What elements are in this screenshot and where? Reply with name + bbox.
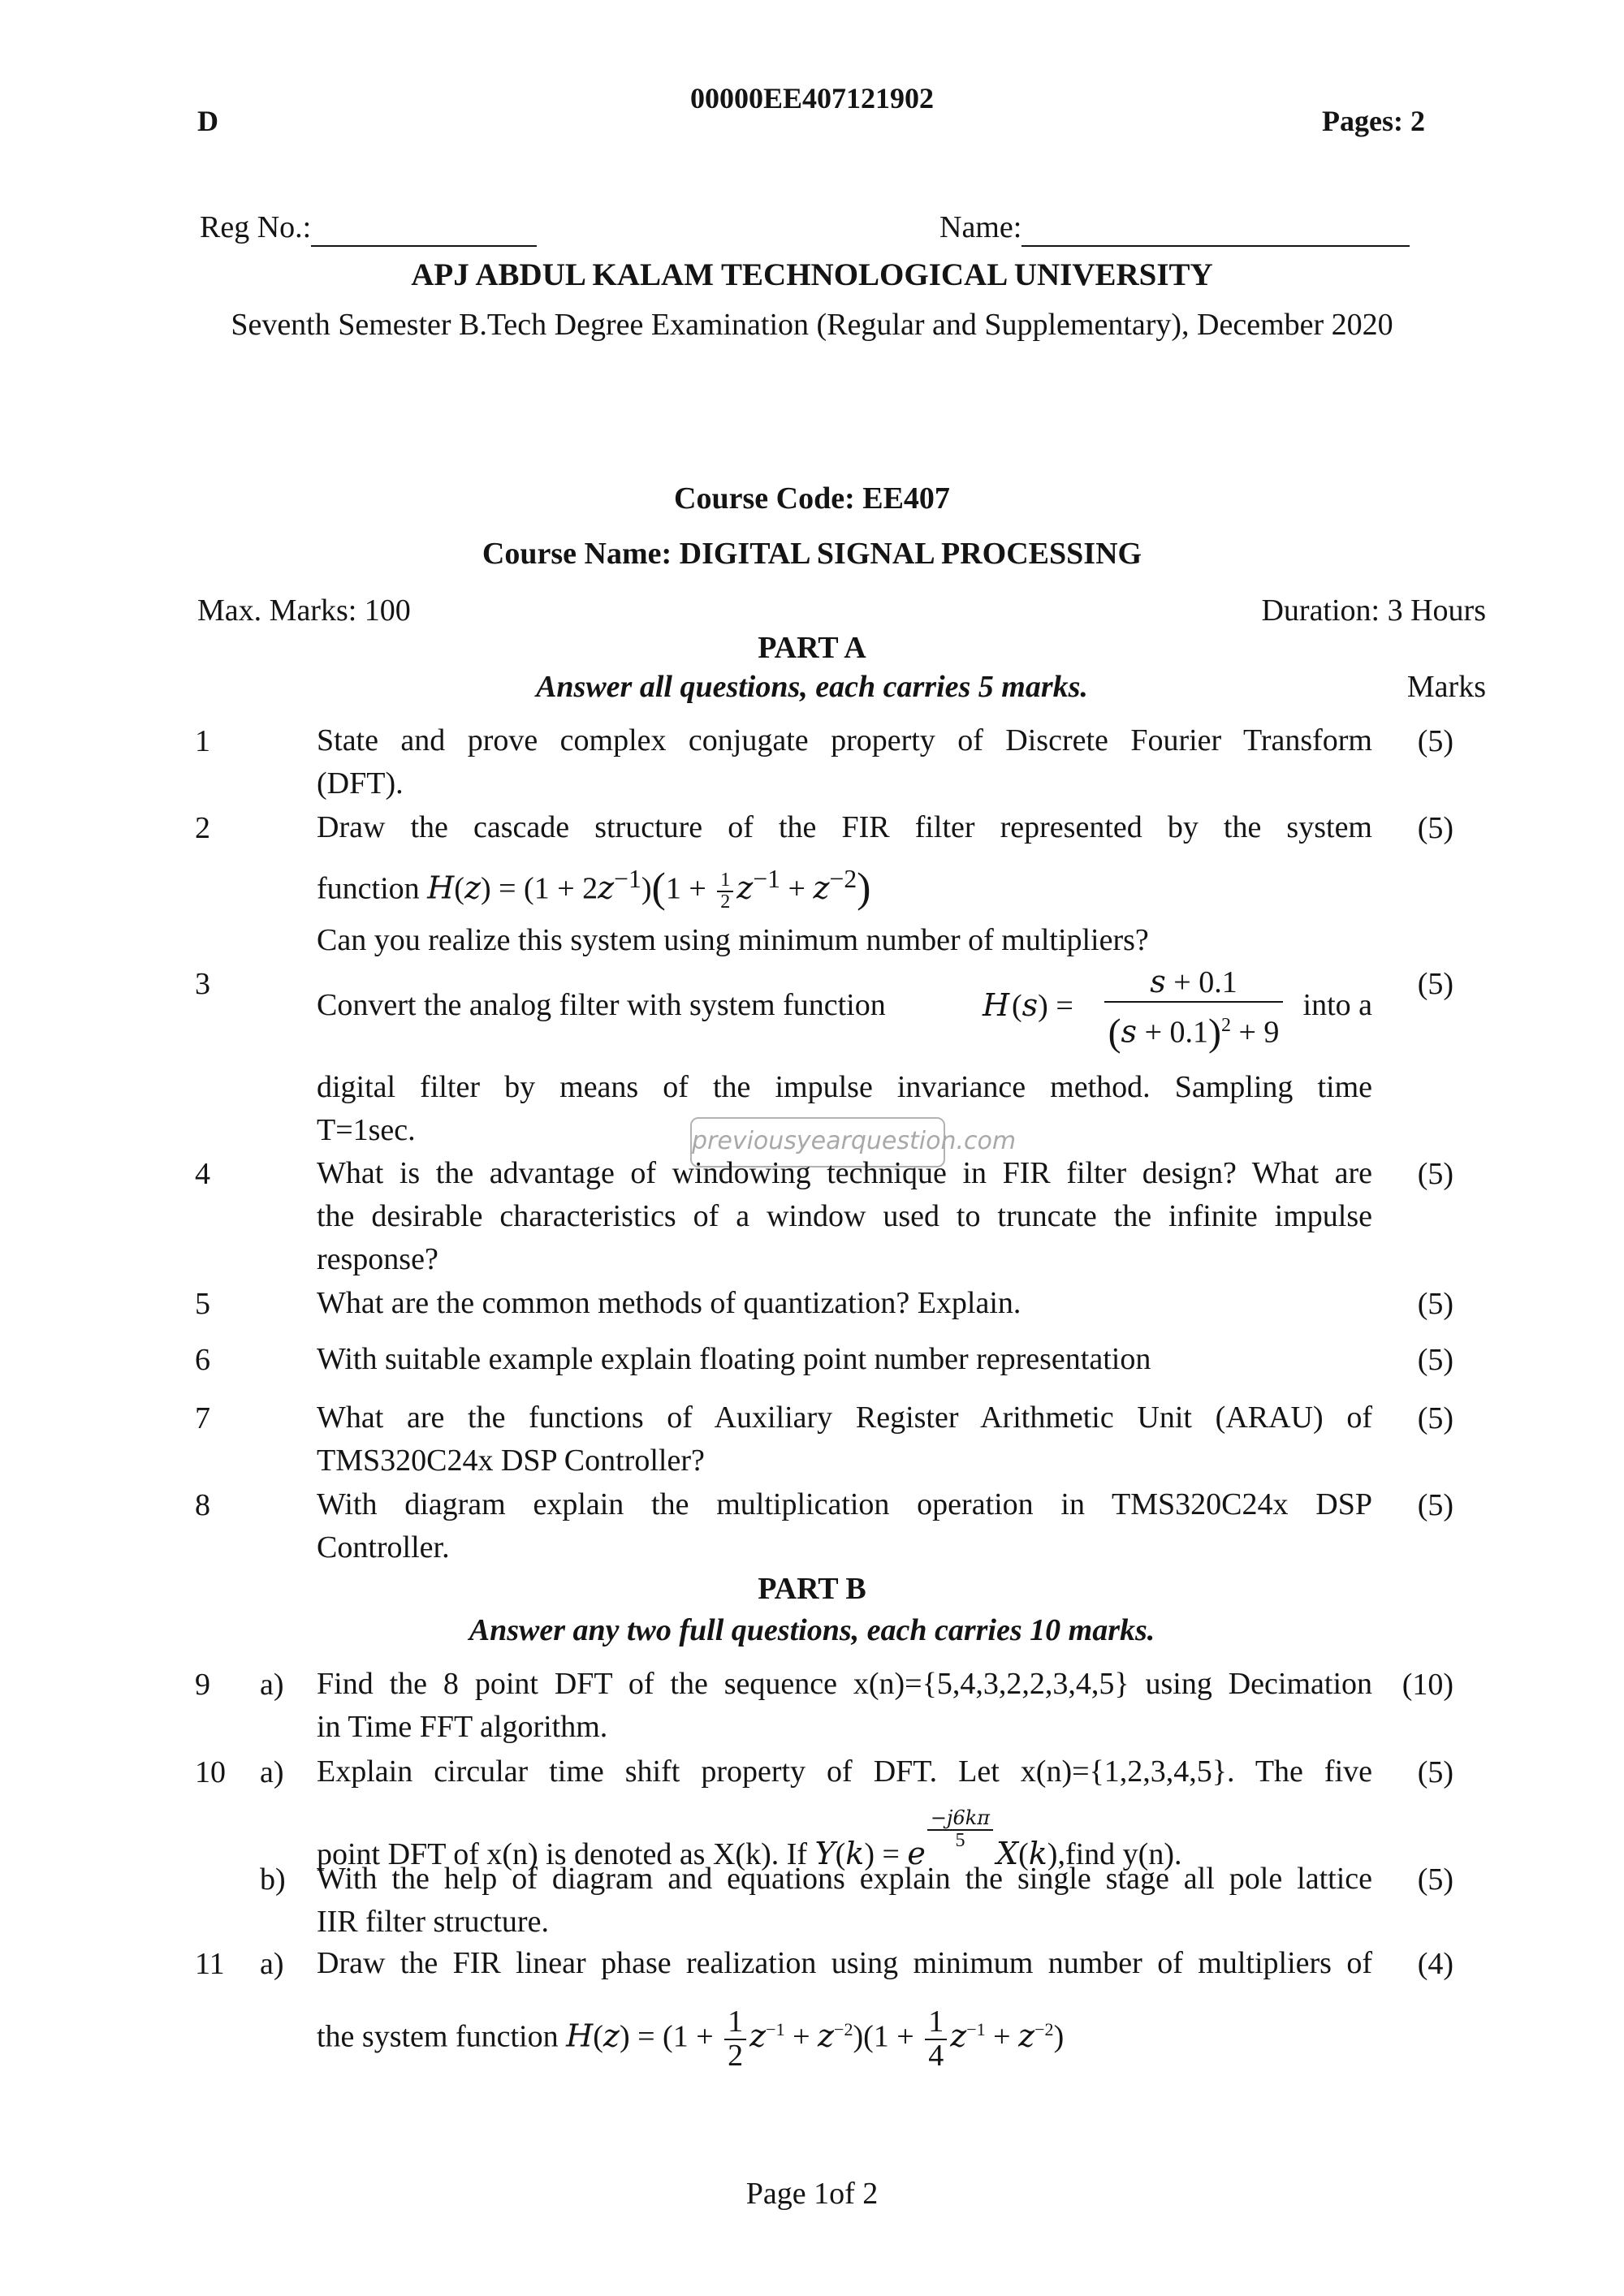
- question-number: 1: [195, 724, 210, 758]
- sub-question-label: a): [260, 1947, 284, 1981]
- question-marks: (5): [1417, 1343, 1453, 1377]
- question-marks: (5): [1417, 1401, 1453, 1435]
- sub-question-label: a): [260, 1668, 284, 1702]
- course-name-label: Course Name:: [482, 537, 672, 571]
- question-marks: (5): [1417, 811, 1453, 845]
- fir-transfer-function: H: [566, 2018, 594, 2054]
- question-8-text: With diagram explain the multiplication operation in TMS320C24x DSP Controller.: [317, 1487, 1372, 1564]
- question-number: 3: [195, 967, 210, 1001]
- question-7-text: What are the functions of Auxiliary Register Arithmetic Unit (ARAU) of TMS320C24x DSP Controller?: [317, 1400, 1372, 1478]
- exam-title: Seventh Semester B.Tech Degree Examination (Regular and Supplementary), December 2020: [231, 308, 1393, 342]
- max-marks: Max. Marks: 100: [197, 593, 411, 628]
- question-number: 9: [195, 1668, 210, 1702]
- question-9a-text: Find the 8 point DFT of the sequence x(n)={5,4,3,2,2,3,4,5} using Decimation in Time FFT algorithm.: [317, 1667, 1372, 1744]
- part-b-instruction: Answer any two full questions, each carries 10 marks.: [469, 1613, 1155, 1647]
- university-name: APJ ABDUL KALAM TECHNOLOGICAL UNIVERSITY: [411, 257, 1213, 292]
- question-set-label: D: [197, 105, 218, 137]
- question-4-text: What is the advantage of windowing technique in FIR filter design? What are the desirable characteristics of a window used to truncate the infinite impulse response?: [317, 1156, 1372, 1276]
- pages-count: Pages: 2: [1322, 105, 1425, 137]
- paper-code: 00000EE407121902: [689, 82, 935, 114]
- question-number: 5: [195, 1287, 210, 1321]
- transfer-function-formula: H: [427, 870, 455, 906]
- question-marks: (5): [1417, 967, 1453, 1001]
- question-number: 7: [195, 1401, 210, 1435]
- course-name: [0, 536, 1624, 572]
- part-a-title: PART A: [758, 631, 866, 665]
- question-marks: (4): [1417, 1947, 1453, 1981]
- question-10a-text: Explain circular time shift property of DFT. Let x(n)={1,2,3,4,5}. The five point DFT of x(n) is denoted as X(k). If Y(k) = e $\frac{-j6k\pi}{5}$ X(k),find y(n).: [317, 1750, 1372, 1876]
- sub-question-label: b): [260, 1862, 286, 1897]
- page-footer: Page 1of 2: [745, 2177, 879, 2211]
- part-b-title: PART B: [758, 1572, 866, 1606]
- dft-shift-line: point DFT of x(n) is denoted as X(k). If Y(k) = e $\frac{-j6k\pi}{5}$ X(k),find y(n).: [317, 1806, 1182, 1872]
- marks-column-header: Marks: [1406, 670, 1486, 704]
- question-marks: (5): [1417, 1157, 1453, 1191]
- name-field: [939, 209, 1410, 247]
- question-number: 10: [195, 1755, 226, 1789]
- question-marks: (5): [1417, 1488, 1453, 1522]
- question-marks: (5): [1417, 1755, 1453, 1789]
- question-number: 8: [195, 1488, 210, 1522]
- question-marks: (5): [1417, 724, 1453, 758]
- name-label: Name:: [939, 210, 1022, 244]
- duration: Duration: 3 Hours: [1261, 593, 1486, 628]
- fir-function-line: the system function H(z) = (1 + $\frac{1}{2}$ $z^{-1} + z^{-2})(1$ + $\frac{1}{4}$ $z^{-1} + z^{-2}$): [317, 2005, 1065, 2073]
- transfer-function-line: function $H(z) = (1 + 2z^{-1})(1$ + $\frac{1}{2}$ $z^{-1} + z^{-2}$): [317, 865, 871, 913]
- question-marks: (5): [1417, 1287, 1453, 1321]
- reg-no-blank: [311, 209, 537, 247]
- question-2-text: Draw the cascade structure of the FIR filter represented by the system function $H(z) = (1 + 2z^{-1})(1$ + $\frac{1}{2}$ $z^{-1} + z^{-2}$) Can you realize this system using minimum number of multipliers?: [317, 810, 1372, 958]
- part-a-instruction: Answer all questions, each carries 5 marks.: [536, 670, 1088, 704]
- question-number: 4: [195, 1157, 210, 1191]
- shift-formula: Y: [814, 1836, 836, 1872]
- fraction-half: $\frac{1}{2}$: [717, 870, 733, 913]
- question-3-line1: Convert the analog filter with system function H (s) = s + 0.1 $(s + 0.1)^2 + 9$ into a: [317, 964, 1372, 1055]
- question-6-text: With suitable example explain floating point number representation: [317, 1342, 1151, 1376]
- question-11a-text: Draw the FIR linear phase realization using minimum number of multipliers of the system function H(z) = (1 + $\frac{1}{2}$ $z^{-1} + z^{-2})(1$ + $\frac{1}{4}$ $z^{-1} + z^{-2}$): [317, 1946, 1372, 2073]
- question-number: 2: [195, 811, 210, 845]
- course-name-value: DIGITAL SIGNAL PROCESSING: [679, 537, 1142, 571]
- question-1-text: State and prove complex conjugate property of Discrete Fourier Transform (DFT).: [317, 723, 1372, 801]
- watermark: previousyearquestion.com: [690, 1117, 945, 1167]
- sub-question-label: a): [260, 1755, 284, 1789]
- question-3-text: digital filter by means of the impulse invariance method. Sampling time T=1sec.: [317, 1070, 1372, 1147]
- question-5-text: What are the common methods of quantization? Explain.: [317, 1286, 1021, 1320]
- question-marks: (10): [1402, 1668, 1453, 1702]
- name-blank: [1021, 209, 1410, 247]
- question-number: 11: [195, 1947, 225, 1981]
- question-marks: (5): [1417, 1862, 1453, 1897]
- question-number: 6: [195, 1343, 210, 1377]
- reg-no-field: [200, 209, 537, 247]
- reg-no-label: Reg No.:: [200, 210, 312, 244]
- question-10b-text: With the help of diagram and equations explain the single stage all pole lattice IIR filter structure.: [317, 1862, 1372, 1939]
- course-code: Course Code: EE407: [674, 481, 950, 516]
